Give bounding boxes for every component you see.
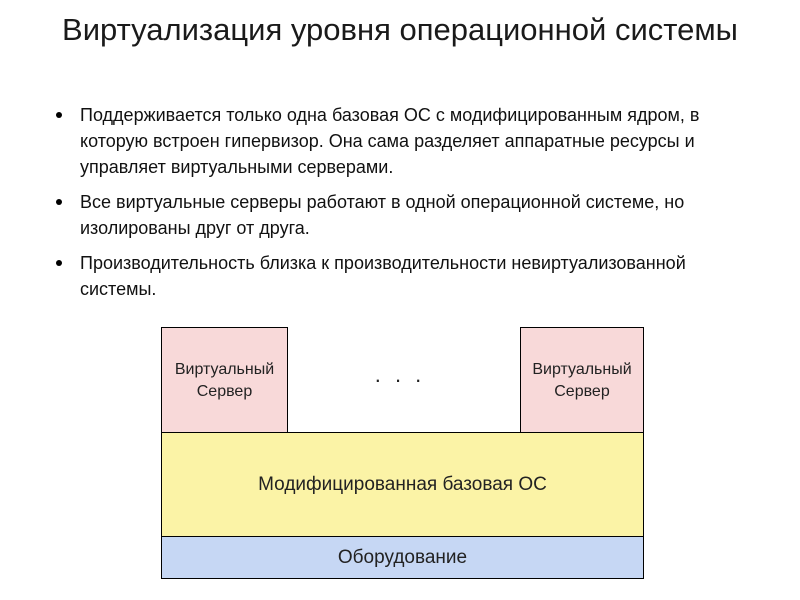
bullet-text: Поддерживается только одна базовая ОС с модифицированным ядром, в которую встроен гипервизор. Она сама разделяет аппаратные ресурсы и управляет виртуальными серверами. [80,105,700,177]
bullet-text: Все виртуальные серверы работают в одной операционной системе, но изолированы друг от друга. [80,192,685,238]
virtual-server-label-line2: Сервер [196,382,253,400]
bullet-item [50,250,760,302]
bullet-list [50,102,760,311]
virtual-server-label-line1: Виртуальный [532,360,632,378]
bullet-item [50,189,760,241]
bullet-dot-icon [56,260,62,266]
base-os-box [161,432,644,537]
bullet-item [50,102,760,180]
virtual-server-label-line2: Сервер [554,382,610,400]
ellipsis: . . . [374,362,426,387]
virtual-server-label-line1: Виртуальный [174,360,275,378]
virtual-server-box-right [520,327,644,434]
bullet-dot-icon [56,199,62,205]
slide-title: Виртуализация уровня операционной системы [62,12,738,47]
base-os-label: Модифицированная базовая ОС [258,473,547,495]
virtual-server-box-left [161,327,288,434]
bullet-text: Производительность близка к производительности невиртуализованной системы. [80,253,686,299]
bullet-dot-icon [56,112,62,118]
hardware-label: Оборудование [337,546,468,568]
hardware-box [161,536,644,579]
